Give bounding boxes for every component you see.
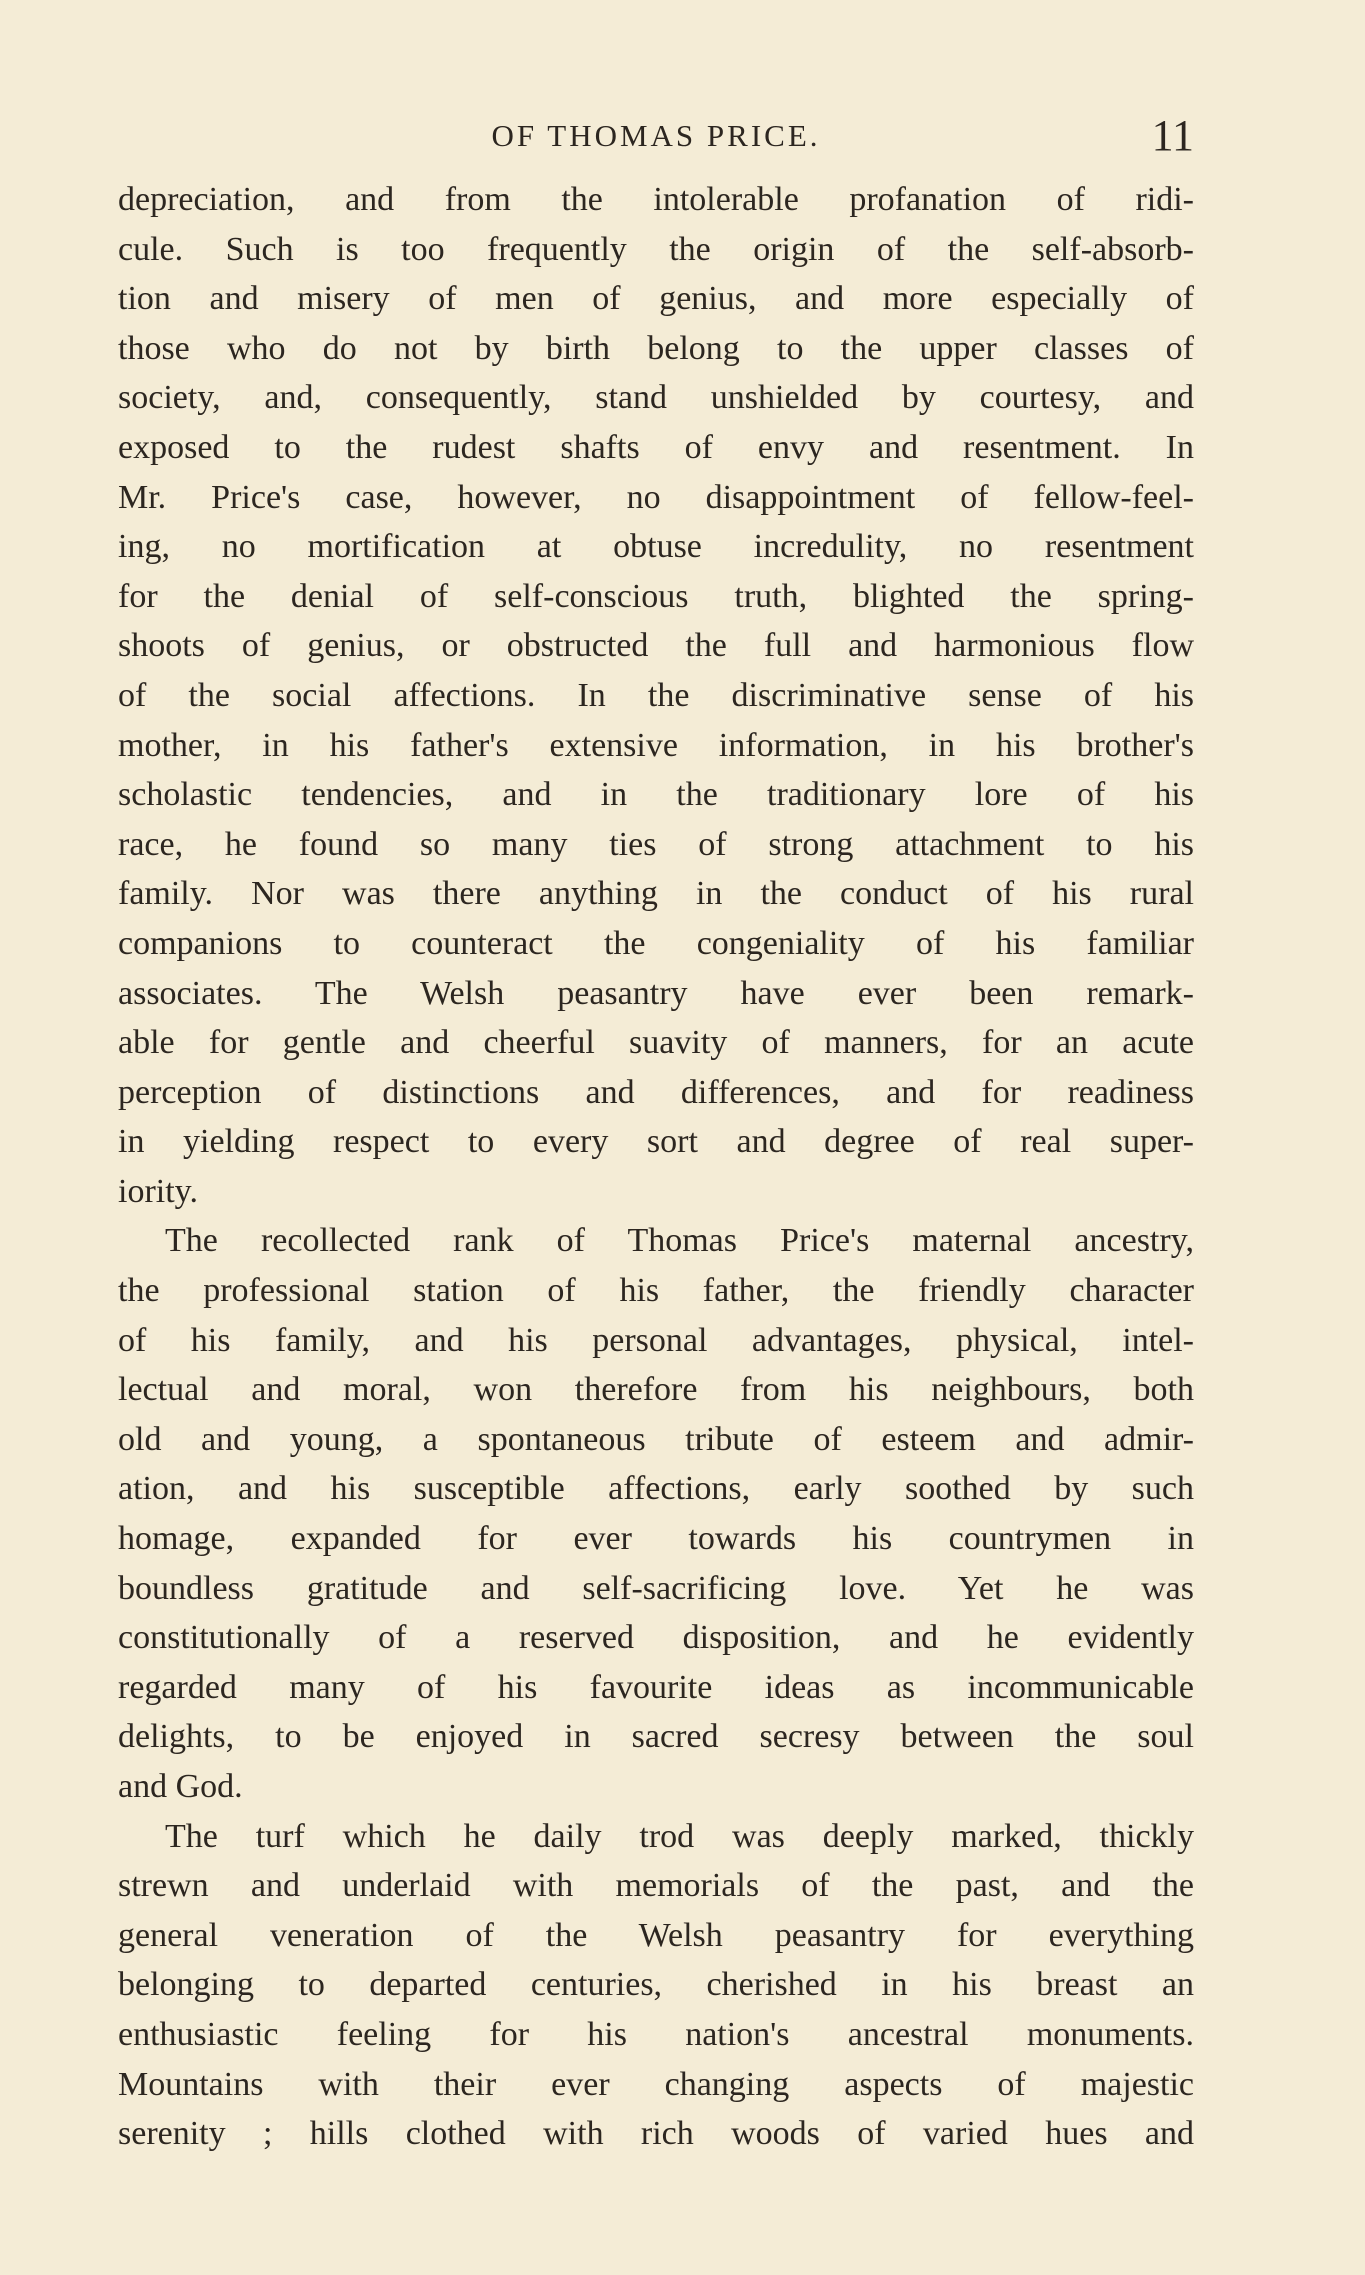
text-line: those who do not by birth belong to the upper classes of xyxy=(118,329,1194,367)
text-line: strewn and underlaid with memorials of the past, and the xyxy=(118,1867,1194,1905)
text-line: Mountains with their ever changing aspects of majestic xyxy=(118,2065,1194,2103)
text-line: of the social affections. In the discriminative sense of his xyxy=(118,676,1194,714)
text-line: tion and misery of men of genius, and more especially of xyxy=(118,280,1194,318)
text-line: ation, and his susceptible affections, early soothed by such xyxy=(118,1470,1194,1508)
text-line: constitutionally of a reserved disposition, and he evidently xyxy=(118,1619,1194,1657)
text-line: race, he found so many ties of strong attachment to his xyxy=(118,825,1194,863)
text-line: boundless gratitude and self-sacrificing love. Yet he was xyxy=(118,1569,1194,1607)
text-line: Mr. Price's case, however, no disappointment of fellow-feel- xyxy=(118,478,1194,516)
running-head xyxy=(118,110,1194,160)
text-line: regarded many of his favourite ideas as incommunicable xyxy=(118,1668,1194,1706)
text-line: delights, to be enjoyed in sacred secresy between the soul xyxy=(118,1718,1194,1756)
text-line: general veneration of the Welsh peasantry for everything xyxy=(118,1916,1194,1954)
text-line: belonging to departed centuries, cherished in his breast an xyxy=(118,1966,1194,2004)
text-line: iority. xyxy=(118,1172,198,1210)
text-line: the professional station of his father, the friendly character xyxy=(118,1272,1194,1310)
text-line: scholastic tendencies, and in the traditionary lore of his xyxy=(118,776,1194,814)
text-line: of his family, and his personal advantages, physical, intel- xyxy=(118,1321,1194,1359)
text-line: perception of distinctions and differences, and for readiness xyxy=(118,1073,1194,1111)
text-line: society, and, consequently, stand unshielded by courtesy, and xyxy=(118,379,1194,417)
text-line: homage, expanded for ever towards his countrymen in xyxy=(118,1520,1194,1558)
text-line: shoots of genius, or obstructed the full and harmonious flow xyxy=(118,627,1194,665)
text-line: able for gentle and cheerful suavity of manners, for an acute xyxy=(118,1024,1194,1062)
text-line: mother, in his father's extensive information, in his brother's xyxy=(118,726,1194,764)
text-line: for the denial of self-conscious truth, blighted the spring- xyxy=(118,577,1194,615)
text-line: serenity ; hills clothed with rich woods of varied hues and xyxy=(118,2115,1194,2153)
text-line: cule. Such is too frequently the origin of the self-absorb- xyxy=(118,230,1194,268)
text-line: depreciation, and from the intolerable profanation of ridi- xyxy=(118,181,1194,218)
text-line: The turf which he daily trod was deeply marked, thickly xyxy=(165,1817,1194,1855)
running-title: OF THOMAS PRICE. xyxy=(491,118,821,153)
body-text xyxy=(118,175,1194,2159)
text-line: family. Nor was there anything in the conduct of his rural xyxy=(118,875,1194,913)
text-line: old and young, a spontaneous tribute of esteem and admir- xyxy=(118,1420,1194,1458)
page-number: 11 xyxy=(1151,111,1194,160)
text-line: associates. The Welsh peasantry have ever been remark- xyxy=(118,974,1194,1012)
text-line: companions to counteract the congeniality of his familiar xyxy=(118,924,1194,962)
text-line: exposed to the rudest shafts of envy and resentment. In xyxy=(118,428,1194,466)
text-line: in yielding respect to every sort and degree of real super- xyxy=(118,1123,1194,1161)
text-line: lectual and moral, won therefore from his neighbours, both xyxy=(118,1371,1194,1409)
text-line: The recollected rank of Thomas Price's maternal ancestry, xyxy=(165,1222,1194,1260)
text-line: and God. xyxy=(118,1768,243,1805)
text-line: ing, no mortification at obtuse incredulity, no resentment xyxy=(118,528,1194,566)
text-line: enthusiastic feeling for his nation's ancestral monuments. xyxy=(118,2015,1194,2053)
